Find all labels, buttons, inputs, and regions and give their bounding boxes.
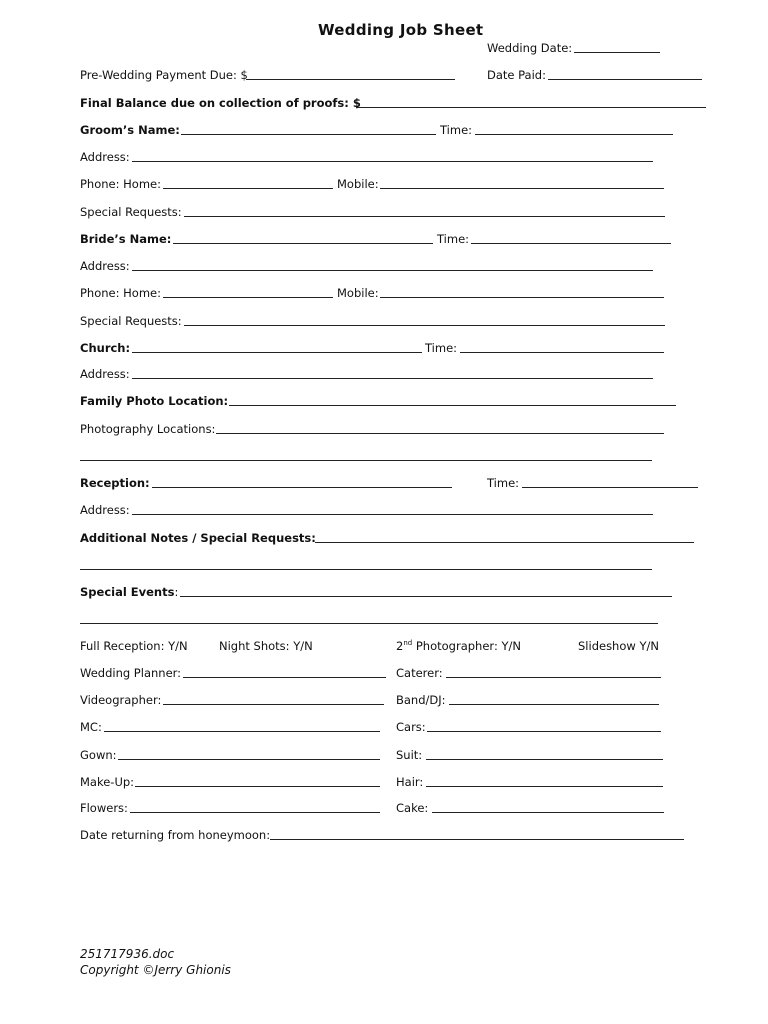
date-paid-label: Date Paid:	[487, 68, 546, 82]
mc-label: MC:	[80, 720, 102, 734]
additional-notes-line[interactable]	[315, 542, 694, 543]
make-up-line[interactable]	[135, 786, 380, 787]
groom-name-line[interactable]	[181, 134, 436, 135]
second-photographer-num: 2	[396, 639, 404, 653]
night-shots-option[interactable]: Night Shots: Y/N	[219, 639, 313, 653]
full-reception-option[interactable]: Full Reception: Y/N	[80, 639, 188, 653]
suit-line[interactable]	[426, 759, 663, 760]
groom-phone-home-label: Phone: Home:	[80, 177, 161, 191]
bride-time-label: Time:	[437, 232, 470, 246]
photography-locations-line-2[interactable]	[80, 460, 652, 461]
special-events-line-2[interactable]	[80, 623, 658, 624]
wedding-date-label: Wedding Date:	[487, 41, 573, 55]
reception-address-label: Address:	[80, 503, 130, 517]
family-photo-location-line[interactable]	[229, 405, 676, 406]
cars-label: Cars:	[396, 720, 426, 734]
church-address-label: Address:	[80, 367, 130, 381]
flowers-line[interactable]	[130, 812, 380, 813]
church-line[interactable]	[132, 352, 422, 353]
caterer-label: Caterer:	[396, 666, 443, 680]
footer-copyright: Copyright ©Jerry Ghionis	[80, 963, 231, 977]
hair-line[interactable]	[426, 786, 663, 787]
photography-locations-line[interactable]	[216, 433, 664, 434]
gown-line[interactable]	[118, 759, 380, 760]
final-balance-label: Final Balance due on collection of proofs: $	[80, 96, 361, 110]
videographer-line[interactable]	[163, 704, 384, 705]
special-events-line[interactable]	[180, 596, 672, 597]
page-title: Wedding Job Sheet	[318, 21, 484, 39]
special-events-colon: :	[174, 585, 179, 599]
bride-mobile-line[interactable]	[380, 297, 664, 298]
flowers-label: Flowers:	[80, 801, 128, 815]
groom-special-requests-label: Special Requests:	[80, 205, 182, 219]
gown-label: Gown:	[80, 748, 117, 762]
family-photo-location-label: Family Photo Location:	[80, 394, 229, 408]
bride-phone-home-line[interactable]	[163, 297, 333, 298]
reception-time-label: Time:	[487, 476, 520, 490]
honeymoon-return-label: Date returning from honeymoon:	[80, 828, 271, 842]
cake-label: Cake:	[396, 801, 429, 815]
reception-label: Reception:	[80, 476, 150, 490]
cake-line[interactable]	[432, 812, 664, 813]
caterer-line[interactable]	[446, 677, 661, 678]
groom-address-line[interactable]	[132, 161, 653, 162]
pre-wedding-payment-label: Pre-Wedding Payment Due: $	[80, 68, 248, 82]
mc-line[interactable]	[104, 731, 380, 732]
groom-name-label: Groom’s Name:	[80, 123, 180, 137]
bride-mobile-label: Mobile:	[337, 286, 379, 300]
footer-filename: 251717936.doc	[80, 947, 175, 961]
honeymoon-return-line[interactable]	[270, 839, 684, 840]
second-photographer-sup: nd	[403, 639, 413, 648]
final-balance-line[interactable]	[356, 107, 706, 108]
bride-address-line[interactable]	[132, 270, 653, 271]
wedding-planner-label: Wedding Planner:	[80, 666, 182, 680]
groom-phone-home-line[interactable]	[163, 188, 333, 189]
church-time-label: Time:	[425, 341, 458, 355]
bride-time-line[interactable]	[471, 243, 671, 244]
cars-line[interactable]	[427, 731, 661, 732]
second-photographer-option[interactable]	[396, 639, 521, 653]
church-time-line[interactable]	[460, 352, 664, 353]
bride-phone-home-label: Phone: Home:	[80, 286, 161, 300]
hair-label: Hair:	[396, 775, 424, 789]
groom-mobile-label: Mobile:	[337, 177, 379, 191]
groom-mobile-line[interactable]	[380, 188, 664, 189]
reception-line[interactable]	[152, 487, 452, 488]
groom-address-label: Address:	[80, 150, 130, 164]
date-paid-line[interactable]	[548, 79, 702, 80]
groom-special-requests-line[interactable]	[184, 216, 665, 217]
additional-notes-line-2[interactable]	[80, 569, 652, 570]
wedding-planner-line[interactable]	[183, 677, 386, 678]
special-events-label	[80, 585, 178, 599]
bride-special-requests-label: Special Requests:	[80, 314, 182, 328]
additional-notes-label: Additional Notes / Special Requests:	[80, 531, 316, 545]
reception-address-line[interactable]	[132, 514, 653, 515]
special-events-text: Special Events	[80, 585, 175, 599]
pre-wedding-payment-line[interactable]	[246, 79, 455, 80]
band-dj-label: Band/DJ:	[396, 693, 446, 707]
bride-special-requests-line[interactable]	[184, 325, 665, 326]
reception-time-line[interactable]	[522, 487, 698, 488]
groom-time-line[interactable]	[475, 134, 673, 135]
photography-locations-label: Photography Locations:	[80, 422, 216, 436]
bride-name-label: Bride’s Name:	[80, 232, 172, 246]
bride-name-line[interactable]	[173, 243, 433, 244]
church-label: Church:	[80, 341, 131, 355]
suit-label: Suit:	[396, 748, 423, 762]
band-dj-line[interactable]	[449, 704, 659, 705]
bride-address-label: Address:	[80, 259, 130, 273]
slideshow-option[interactable]: Slideshow Y/N	[578, 639, 659, 653]
videographer-label: Videographer:	[80, 693, 162, 707]
second-photographer-text: Photographer: Y/N	[412, 639, 521, 653]
groom-time-label: Time:	[440, 123, 473, 137]
wedding-date-line[interactable]	[574, 52, 660, 53]
church-address-line[interactable]	[132, 378, 653, 379]
make-up-label: Make-Up:	[80, 775, 135, 789]
